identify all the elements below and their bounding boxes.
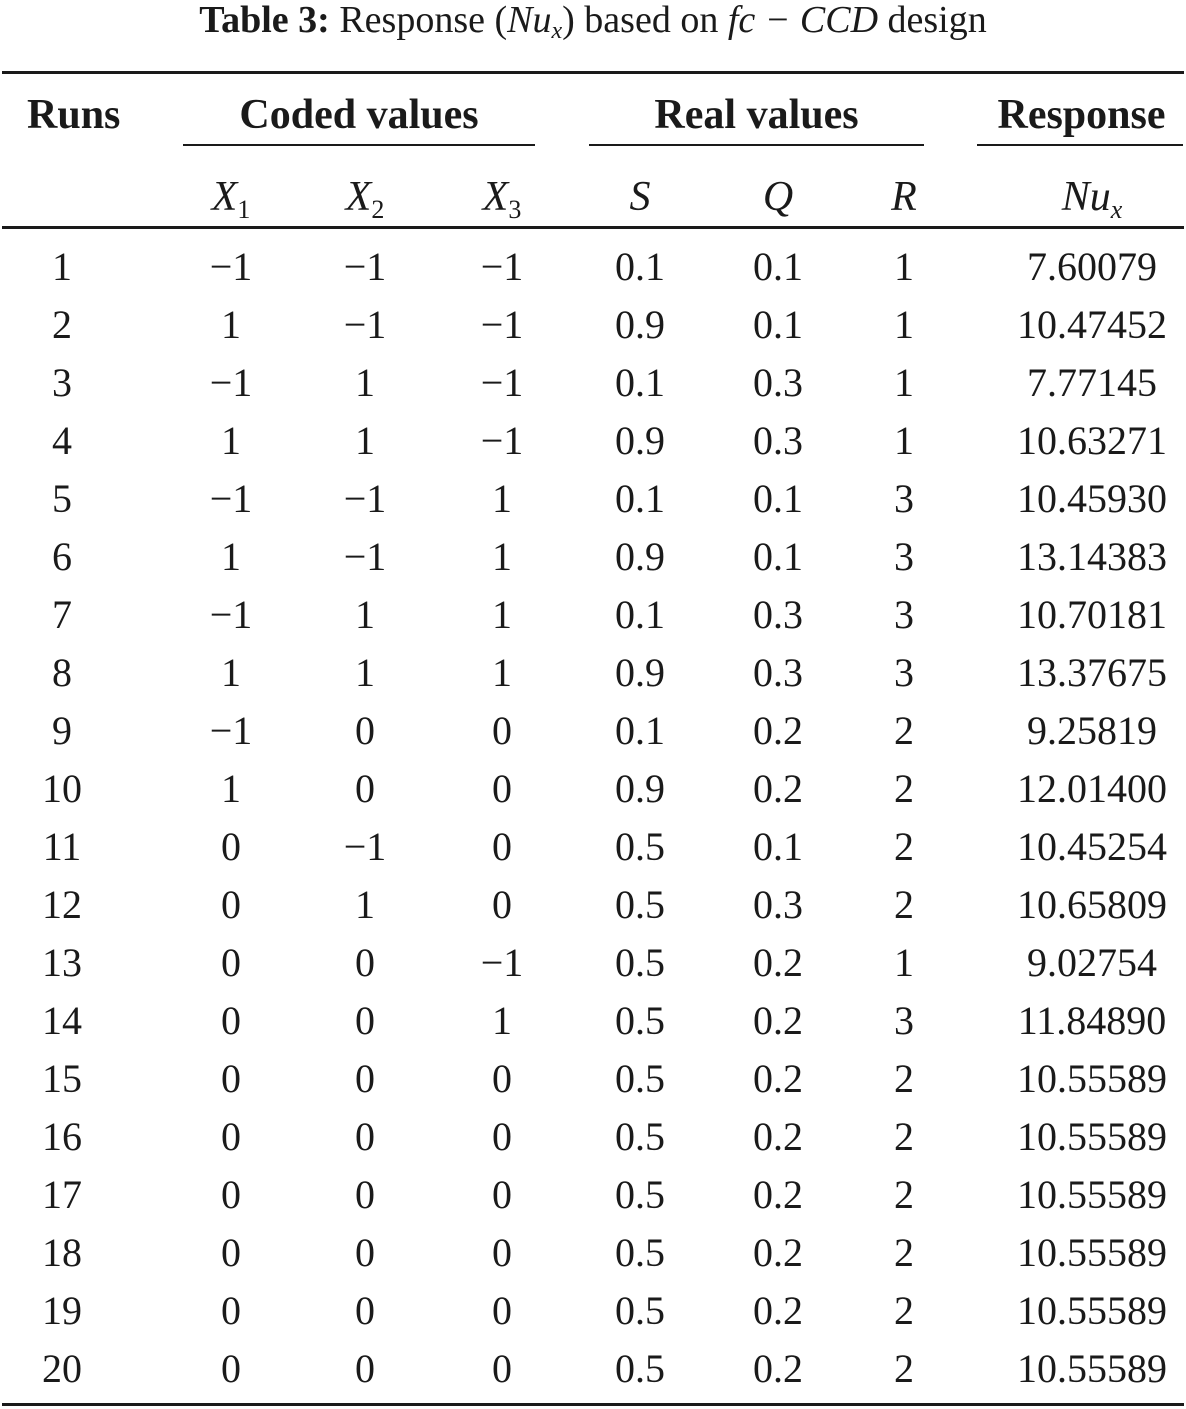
cell-response-nux: 11.84890 xyxy=(1017,998,1167,1043)
cell-coded-x1: 0 xyxy=(221,1056,241,1101)
cell-response-nux: 9.25819 xyxy=(1027,708,1157,753)
cell-real-s: 0.5 xyxy=(615,1288,665,1333)
table-row xyxy=(0,760,1186,818)
cell-coded-x2: 1 xyxy=(355,882,375,927)
cell-run: 9 xyxy=(52,708,72,753)
cell-real-r: 1 xyxy=(894,244,914,289)
table-row xyxy=(0,1224,1186,1282)
subheader-r: R xyxy=(891,174,917,220)
cell-coded-x2: −1 xyxy=(343,302,387,347)
cell-real-q: 0.3 xyxy=(753,650,803,695)
cell-coded-x1: 0 xyxy=(221,824,241,869)
cell-real-s: 0.9 xyxy=(615,766,665,811)
table-row xyxy=(0,1340,1186,1398)
cell-real-q: 0.1 xyxy=(753,824,803,869)
subheader-x2: $X_2$ xyxy=(345,174,385,224)
cell-run: 13 xyxy=(42,940,82,985)
cell-response-nux: 10.55589 xyxy=(1017,1346,1167,1391)
header-bottom-rule xyxy=(2,226,1184,229)
cell-real-q: 0.2 xyxy=(753,940,803,985)
cell-real-s: 0.5 xyxy=(615,824,665,869)
cell-run: 15 xyxy=(42,1056,82,1101)
cell-run: 11 xyxy=(42,824,82,869)
cell-coded-x2: 0 xyxy=(355,940,375,985)
header-real-values: Real values xyxy=(654,92,859,138)
cell-coded-x1: 1 xyxy=(221,302,241,347)
cell-coded-x3: −1 xyxy=(480,360,524,405)
cell-coded-x1: −1 xyxy=(209,360,253,405)
caption-pre: Response ( xyxy=(339,0,508,41)
cell-coded-x3: 1 xyxy=(492,998,512,1043)
table-row xyxy=(0,876,1186,934)
cell-coded-x3: 0 xyxy=(492,766,512,811)
cell-real-s: 0.5 xyxy=(615,882,665,927)
cell-real-q: 0.2 xyxy=(753,1114,803,1159)
bottom-rule xyxy=(2,1403,1184,1406)
real-values-rule xyxy=(589,144,924,146)
cell-coded-x3: 0 xyxy=(492,708,512,753)
cell-coded-x2: 1 xyxy=(355,592,375,637)
cell-real-r: 1 xyxy=(894,940,914,985)
cell-real-s: 0.5 xyxy=(615,1114,665,1159)
table-row xyxy=(0,992,1186,1050)
cell-real-s: 0.5 xyxy=(615,940,665,985)
cell-coded-x3: 0 xyxy=(492,1056,512,1101)
cell-response-nux: 10.45254 xyxy=(1017,824,1167,869)
cell-coded-x1: 0 xyxy=(221,1114,241,1159)
cell-response-nux: 7.60079 xyxy=(1027,244,1157,289)
cell-real-s: 0.1 xyxy=(615,592,665,637)
cell-run: 18 xyxy=(42,1230,82,1275)
cell-coded-x2: −1 xyxy=(343,244,387,289)
caption-design: fc − CCD xyxy=(727,0,879,41)
cell-run: 6 xyxy=(52,534,72,579)
cell-real-r: 2 xyxy=(894,1288,914,1333)
cell-real-s: 0.1 xyxy=(615,360,665,405)
cell-response-nux: 10.47452 xyxy=(1017,302,1167,347)
cell-run: 10 xyxy=(42,766,82,811)
cell-run: 1 xyxy=(52,244,72,289)
cell-real-r: 2 xyxy=(894,1230,914,1275)
caption-label: Table 3: xyxy=(199,0,330,41)
cell-coded-x1: −1 xyxy=(209,708,253,753)
cell-coded-x3: 1 xyxy=(492,650,512,695)
cell-response-nux: 10.70181 xyxy=(1017,592,1167,637)
cell-run: 19 xyxy=(42,1288,82,1333)
cell-real-r: 3 xyxy=(894,650,914,695)
cell-run: 20 xyxy=(42,1346,82,1391)
cell-run: 14 xyxy=(42,998,82,1043)
coded-values-rule xyxy=(183,144,535,146)
table-row xyxy=(0,1050,1186,1108)
header-coded-values: Coded values xyxy=(239,92,479,138)
cell-coded-x1: 1 xyxy=(221,766,241,811)
cell-real-q: 0.3 xyxy=(753,360,803,405)
cell-coded-x3: 0 xyxy=(492,1288,512,1333)
cell-real-s: 0.5 xyxy=(615,1056,665,1101)
cell-real-s: 0.5 xyxy=(615,1172,665,1217)
cell-real-s: 0.1 xyxy=(615,476,665,521)
cell-real-q: 0.3 xyxy=(753,418,803,463)
table-row xyxy=(0,1108,1186,1166)
cell-coded-x3: 0 xyxy=(492,1230,512,1275)
cell-real-q: 0.2 xyxy=(753,766,803,811)
table-row xyxy=(0,296,1186,354)
cell-coded-x2: 0 xyxy=(355,1288,375,1333)
caption-nu: Nu xyxy=(507,0,552,41)
cell-real-s: 0.5 xyxy=(615,1230,665,1275)
cell-coded-x3: 1 xyxy=(492,592,512,637)
cell-real-q: 0.1 xyxy=(753,476,803,521)
cell-coded-x2: 0 xyxy=(355,998,375,1043)
cell-coded-x1: −1 xyxy=(209,476,253,521)
cell-coded-x2: −1 xyxy=(343,534,387,579)
cell-real-s: 0.1 xyxy=(615,244,665,289)
cell-response-nux: 10.55589 xyxy=(1017,1288,1167,1333)
subheader-x1: $X_1$ xyxy=(211,174,251,224)
cell-response-nux: 9.02754 xyxy=(1027,940,1157,985)
table-row xyxy=(0,934,1186,992)
cell-real-s: 0.9 xyxy=(615,418,665,463)
table-row xyxy=(0,644,1186,702)
cell-coded-x3: −1 xyxy=(480,244,524,289)
cell-real-r: 2 xyxy=(894,1114,914,1159)
cell-coded-x2: −1 xyxy=(343,476,387,521)
cell-real-s: 0.9 xyxy=(615,650,665,695)
table-row xyxy=(0,702,1186,760)
cell-coded-x3: −1 xyxy=(480,302,524,347)
cell-real-q: 0.1 xyxy=(753,534,803,579)
cell-response-nux: 10.45930 xyxy=(1017,476,1167,521)
cell-real-r: 3 xyxy=(894,998,914,1043)
cell-coded-x1: 0 xyxy=(221,998,241,1043)
cell-coded-x3: 0 xyxy=(492,882,512,927)
cell-coded-x3: 0 xyxy=(492,1172,512,1217)
cell-real-s: 0.5 xyxy=(615,998,665,1043)
cell-real-q: 0.3 xyxy=(753,592,803,637)
cell-coded-x3: 1 xyxy=(492,476,512,521)
cell-run: 2 xyxy=(52,302,72,347)
cell-real-r: 2 xyxy=(894,824,914,869)
table-row xyxy=(0,528,1186,586)
cell-run: 8 xyxy=(52,650,72,695)
cell-coded-x1: 0 xyxy=(221,1230,241,1275)
cell-coded-x1: 0 xyxy=(221,1288,241,1333)
cell-real-q: 0.2 xyxy=(753,1172,803,1217)
response-rule xyxy=(977,144,1183,146)
cell-real-r: 2 xyxy=(894,1346,914,1391)
table-row xyxy=(0,470,1186,528)
cell-real-r: 2 xyxy=(894,1056,914,1101)
cell-real-r: 2 xyxy=(894,882,914,927)
cell-real-s: 0.1 xyxy=(615,708,665,753)
cell-real-r: 1 xyxy=(894,302,914,347)
subheader-q: Q xyxy=(762,174,794,220)
cell-response-nux: 13.14383 xyxy=(1017,534,1167,579)
table-row xyxy=(0,586,1186,644)
cell-coded-x2: 0 xyxy=(355,766,375,811)
cell-coded-x2: 0 xyxy=(355,1230,375,1275)
caption-nu-sub: x xyxy=(551,18,563,44)
header-response: Response xyxy=(997,92,1166,138)
cell-real-r: 1 xyxy=(894,360,914,405)
cell-response-nux: 10.65809 xyxy=(1017,882,1167,927)
cell-coded-x2: 1 xyxy=(355,360,375,405)
cell-coded-x1: 1 xyxy=(221,418,241,463)
subheader-x3: $X_3$ xyxy=(482,174,522,224)
cell-run: 17 xyxy=(42,1172,82,1217)
table-row xyxy=(0,818,1186,876)
cell-real-q: 0.1 xyxy=(753,302,803,347)
cell-coded-x3: 1 xyxy=(492,534,512,579)
cell-coded-x2: 0 xyxy=(355,1114,375,1159)
table-row xyxy=(0,1166,1186,1224)
cell-response-nux: 12.01400 xyxy=(1017,766,1167,811)
cell-run: 12 xyxy=(42,882,82,927)
cell-coded-x1: 0 xyxy=(221,1172,241,1217)
cell-real-q: 0.1 xyxy=(753,244,803,289)
cell-response-nux: 10.55589 xyxy=(1017,1114,1167,1159)
subheader-s: S xyxy=(629,174,651,220)
table-row xyxy=(0,412,1186,470)
cell-coded-x1: 1 xyxy=(221,650,241,695)
cell-real-q: 0.2 xyxy=(753,1288,803,1333)
caption-mid: ) based on xyxy=(562,0,728,41)
table-row xyxy=(0,1282,1186,1340)
cell-real-s: 0.9 xyxy=(615,302,665,347)
cell-real-s: 0.9 xyxy=(615,534,665,579)
cell-coded-x3: 0 xyxy=(492,824,512,869)
cell-real-r: 2 xyxy=(894,708,914,753)
cell-real-s: 0.5 xyxy=(615,1346,665,1391)
cell-run: 7 xyxy=(52,592,72,637)
cell-real-q: 0.3 xyxy=(753,882,803,927)
cell-coded-x1: 1 xyxy=(221,534,241,579)
cell-run: 5 xyxy=(52,476,72,521)
cell-real-q: 0.2 xyxy=(753,998,803,1043)
cell-real-r: 2 xyxy=(894,766,914,811)
cell-coded-x2: 1 xyxy=(355,650,375,695)
cell-run: 4 xyxy=(52,418,72,463)
cell-response-nux: 10.55589 xyxy=(1017,1230,1167,1275)
cell-real-r: 2 xyxy=(894,1172,914,1217)
cell-coded-x2: 1 xyxy=(355,418,375,463)
cell-coded-x3: −1 xyxy=(480,940,524,985)
cell-coded-x1: 0 xyxy=(221,1346,241,1391)
cell-response-nux: 13.37675 xyxy=(1017,650,1167,695)
cell-real-r: 3 xyxy=(894,534,914,579)
cell-coded-x3: 0 xyxy=(492,1346,512,1391)
cell-real-q: 0.2 xyxy=(753,1346,803,1391)
cell-coded-x1: 0 xyxy=(221,882,241,927)
cell-real-r: 3 xyxy=(894,476,914,521)
caption-post: design xyxy=(878,0,987,41)
cell-coded-x1: 0 xyxy=(221,940,241,985)
header-runs: Runs xyxy=(27,92,121,138)
cell-coded-x3: −1 xyxy=(480,418,524,463)
cell-coded-x1: −1 xyxy=(209,244,253,289)
cell-response-nux: 7.77145 xyxy=(1027,360,1157,405)
cell-real-r: 3 xyxy=(894,592,914,637)
table-row xyxy=(0,354,1186,412)
cell-run: 3 xyxy=(52,360,72,405)
table-caption xyxy=(0,0,1186,44)
cell-coded-x2: 0 xyxy=(355,1172,375,1217)
subheader-nux: $Nu_x$ xyxy=(1061,174,1123,224)
cell-real-q: 0.2 xyxy=(753,1230,803,1275)
cell-response-nux: 10.63271 xyxy=(1017,418,1167,463)
cell-coded-x2: 0 xyxy=(355,1056,375,1101)
table-row xyxy=(0,238,1186,296)
cell-run: 16 xyxy=(42,1114,82,1159)
cell-response-nux: 10.55589 xyxy=(1017,1172,1167,1217)
cell-coded-x2: 0 xyxy=(355,1346,375,1391)
cell-real-q: 0.2 xyxy=(753,708,803,753)
cell-coded-x2: 0 xyxy=(355,708,375,753)
cell-real-q: 0.2 xyxy=(753,1056,803,1101)
cell-coded-x2: −1 xyxy=(343,824,387,869)
cell-coded-x1: −1 xyxy=(209,592,253,637)
top-rule xyxy=(2,71,1184,74)
cell-real-r: 1 xyxy=(894,418,914,463)
cell-coded-x3: 0 xyxy=(492,1114,512,1159)
cell-response-nux: 10.55589 xyxy=(1017,1056,1167,1101)
